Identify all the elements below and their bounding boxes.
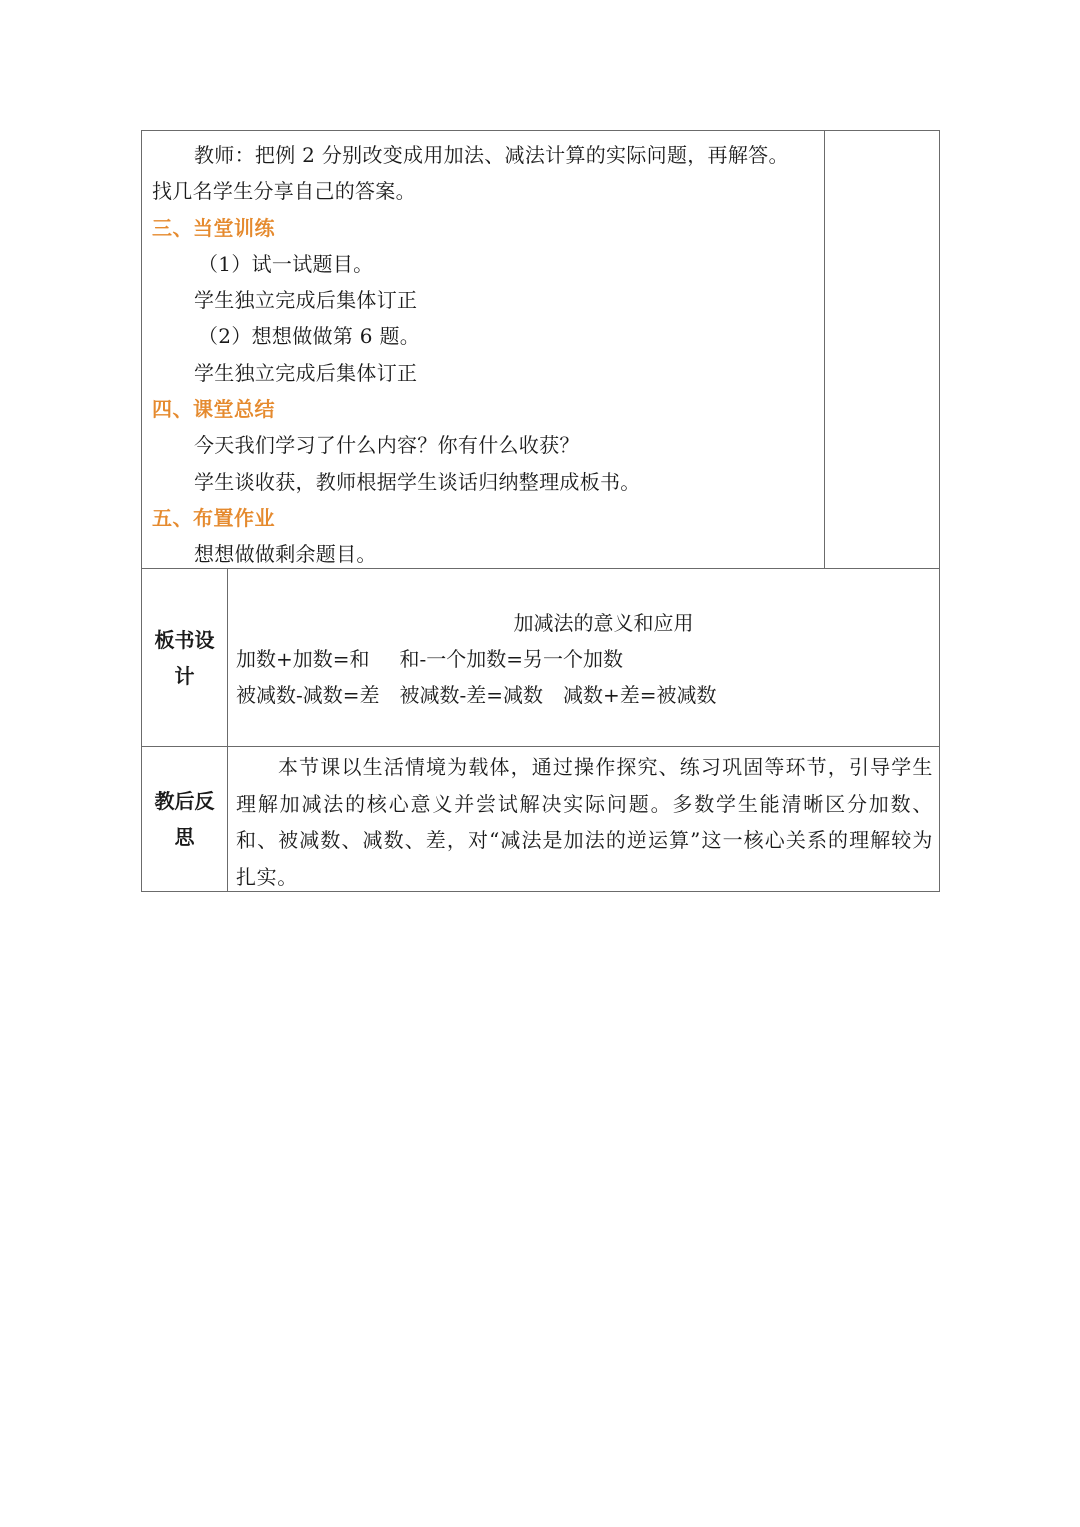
reflection-label: 教后反思 <box>154 789 215 849</box>
board-formula-line-1 <box>236 641 931 677</box>
practice-item-1: （1）试一试题目。 <box>198 251 374 276</box>
notes-cell <box>825 131 939 568</box>
reflection-text: 本节课以生活情境为载体，通过操作探究、练习巩固等环节，引导学生理解加减法的核心意义并尝试解决实际问题。多数学生能清晰区分加数、和、被减数、减数、差，对“减法是加法的逆运算”这一核心关系的理解较为扎实。 <box>236 755 933 889</box>
teacher-instruction-line: 教师：把例 2 分别改变成用加法、减法计算的实际问题，再解答。 <box>194 143 789 167</box>
section-heading-practice: 三、当堂训练 <box>152 215 275 240</box>
board-formula-minuend: 减数+差=被减数 <box>563 683 717 707</box>
share-answer-line: 找几名学生分享自己的答案。 <box>152 179 416 204</box>
board-formula-sum-inverse: 和-一个加数=另一个加数 <box>399 647 624 671</box>
practice-item-2-note: 学生独立完成后集体订正 <box>194 360 418 385</box>
board-design-label: 板书设计 <box>154 627 215 688</box>
teaching-process-row <box>142 131 939 568</box>
homework-line: 想想做做剩余题目。 <box>194 542 377 567</box>
reflection-label-cell <box>142 747 228 891</box>
section-heading-summary: 四、课堂总结 <box>152 397 275 422</box>
summary-line-2: 学生谈收获，教师根据学生谈话归纳整理成板书。 <box>194 469 641 494</box>
lesson-plan-table <box>141 130 940 892</box>
board-formula-difference: 被减数-减数=差 <box>236 683 380 707</box>
board-formula-subtrahend: 被减数-差=减数 <box>399 683 544 707</box>
board-title: 加减法的意义和应用 <box>513 611 694 635</box>
teaching-process-cell <box>142 131 825 568</box>
practice-item-1-note: 学生独立完成后集体订正 <box>194 288 418 313</box>
summary-line-1: 今天我们学习了什么内容？你有什么收获？ <box>194 433 580 458</box>
board-formula-sum: 加数+加数=和 <box>236 647 370 671</box>
board-formula-line-2 <box>236 677 931 713</box>
board-design-row <box>142 568 939 746</box>
board-design-label-cell <box>142 569 228 746</box>
section-heading-homework: 五、布置作业 <box>152 505 275 530</box>
reflection-row <box>142 746 939 891</box>
board-design-cell <box>228 569 939 746</box>
practice-item-2: （2）想想做做第 6 题。 <box>198 324 421 349</box>
